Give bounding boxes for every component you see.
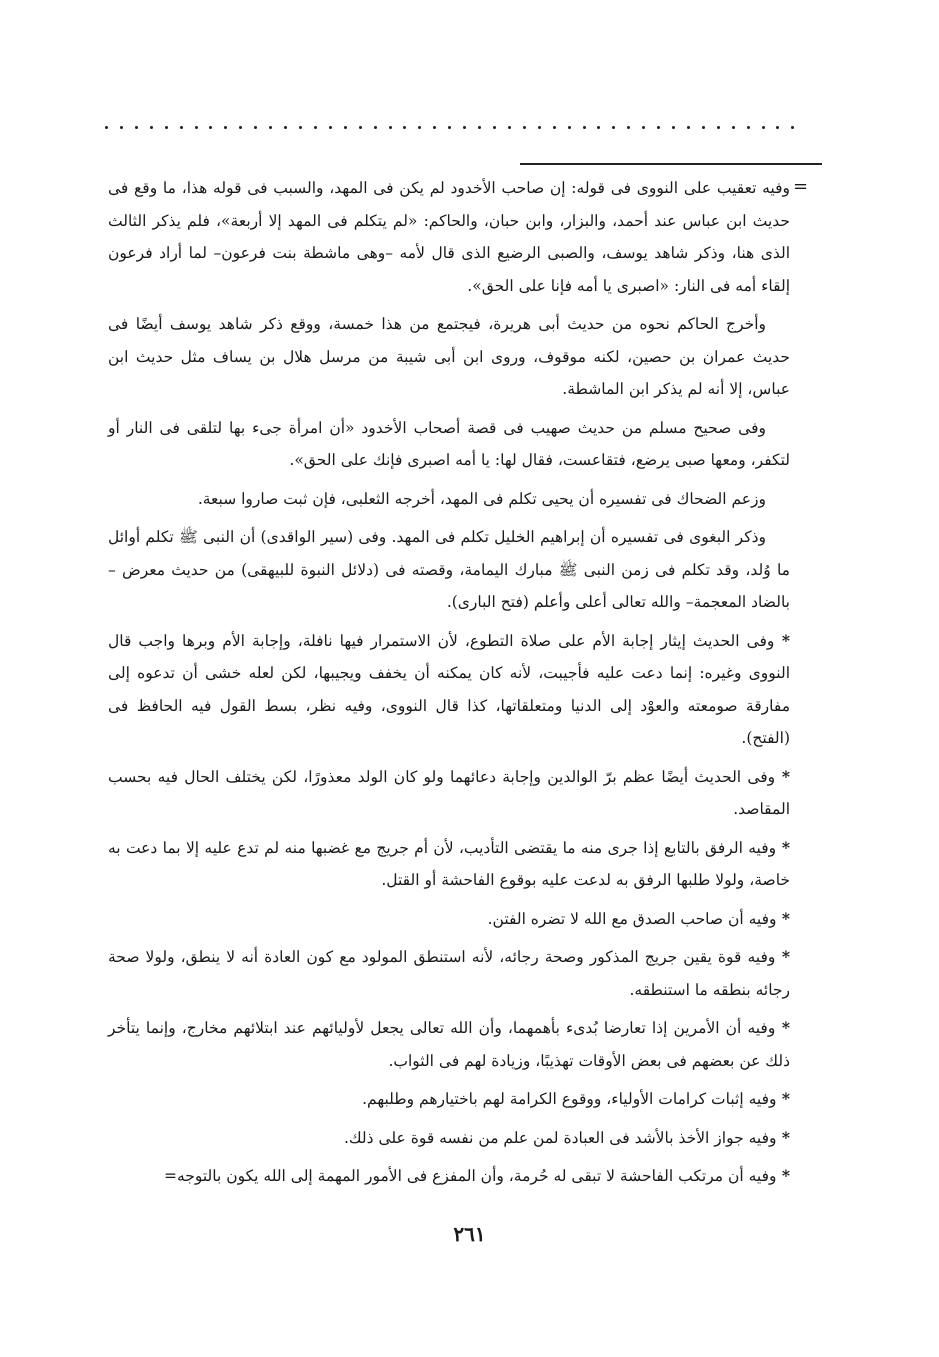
bullet-sanctity: * وفيه أن مرتكب الفاحشة لا تبقى له حُرمة، وأن المفزع فى الأمور المهمة إلى الله يكون بالتوجه= [108, 1160, 790, 1193]
bullet-truth: * وفيه أن صاحب الصدق مع الله لا تضره الفتن. [108, 903, 790, 936]
page-number: ٢٦١ [453, 1222, 486, 1246]
paragraph-hakim: وأخرج الحاكم نحوه من حديث أبى هريرة، فيجتمع من هذا خمسة، ووقع ذكر شاهد يوسف أيضًا فى حديث عمران بن حصين، لكنه موقوف، وروى ابن أبى شيبة من مرسل هلال بن يساف مثل حديث ابن عباس، إلا أنه لم يذكر ابن الماشطة. [108, 315, 790, 398]
paragraph-dahhak: وزعم الضحاك فى تفسيره أن يحيى تكلم فى المهد، أخرجه الثعلبى، فإن ثبت صاروا سبعة. [197, 489, 766, 508]
paragraph-baghawi: وذكر البغوى فى تفسيره أن إبراهيم الخليل تكلم فى المهد. وفى (سير الواقدى) أن النبى ﷺ تكلم أوائل ما وُلد، وقد تكلم فى زمن النبى ﷺ مبارك اليمامة، وقصته فى (دلائل النبوة للبيهقى) من حديث معرض –بالضاد المعجمة– والله تعالى أعلى وأعلم (فتح البارى). [108, 528, 790, 611]
bullet-karamat: * وفيه إثبات كرامات الأولياء، ووقوع الكرامة لهم باختيارهم وطلبهم. [108, 1083, 790, 1116]
bullet-mother-prayer: * وفى الحديث إيثار إجابة الأم على صلاة التطوع، لأن الاستمرار فيها نافلة، وإجابة الأم وبرها واجب قال النووى وغيره: إنما دعت عليه فأجيبت، لأنه كان يمكنه أن يخفف ويجيبها، لكن لعله خشى أن تدعوه إلى مفارقة صومعته والعوْد إلى الدنيا ومتعلقاتها، كذا قال النووى، وفيه نظر، بسط القول فيه الحافظ فى (الفتح). [108, 625, 790, 755]
paragraph-nawawi-critique: وفيه تعقيب على النووى فى قوله: إن صاحب الأخدود لم يكن فى المهد، والسبب فى قوله هذا، ما وقع فى حديث ابن عباس عند أحمد، والبزار، وابن حبان، والحاكم: «لم يتكلم فى المهد إلا أربعة»، فلم يذكر الثالث الذى هنا، وذكر شاهد يوسف، والصبى الرضيع الذى قال لأمه –وهى ماشطة بنت فرعون– لما أراد فرعون إلقاء أمه فى النار: «اصبرى يا أمه فإنا على الحق». [108, 179, 790, 295]
dotted-separator [105, 122, 795, 132]
bullet-priorities: * وفيه أن الأمرين إذا تعارضا بُدىء بأهمهما، وأن الله تعالى يجعل لأوليائهم عند ابتلائهم مخارج، وإنما يتأخر ذلك عن بعضهم فى بعض الأوقات تهذيبًا، وزيادة لهم فى الثواب. [108, 1012, 790, 1077]
bullet-worship: * وفيه جواز الأخذ بالأشد فى العبادة لمن علم من نفسه قوة على ذلك. [108, 1122, 790, 1155]
footnote-body [108, 172, 790, 1199]
bullet-kindness: * وفيه الرفق بالتابع إذا جرى منه ما يقتضى التأديب، لأن أم جريج مع غضبها منه لم تدع عليه إلا بما دعت به خاصة، ولولا طلبها الرفق به لدعت عليه بوقوع الفاحشة أو القتل. [108, 832, 790, 897]
continuation-mark: = [793, 176, 809, 197]
bullet-parents: * وفى الحديث أيضًا عظم برّ الوالدين وإجابة دعائهما ولو كان الولد معذورًا، لكن يختلف الحال فيه بحسب المقاصد. [108, 761, 790, 826]
bullet-certainty: * وفيه قوة يقين جريج المذكور وصحة رجائه، لأنه استنطق المولود مع كون العادة أنه لا ينطق، ولولا صحة رجائه بنطقه ما استنطقه. [108, 941, 790, 1006]
paragraph-muslim: وفى صحيح مسلم من حديث صهيب فى قصة أصحاب الأخدود «أن امرأة جىء بها لتلقى فى النار أو لتكفر، ومعها صبى يرضع، فتقاعست، فقال لها: يا أمه اصبرى فإنك على الحق». [108, 418, 790, 469]
footnote-rule [520, 163, 822, 165]
